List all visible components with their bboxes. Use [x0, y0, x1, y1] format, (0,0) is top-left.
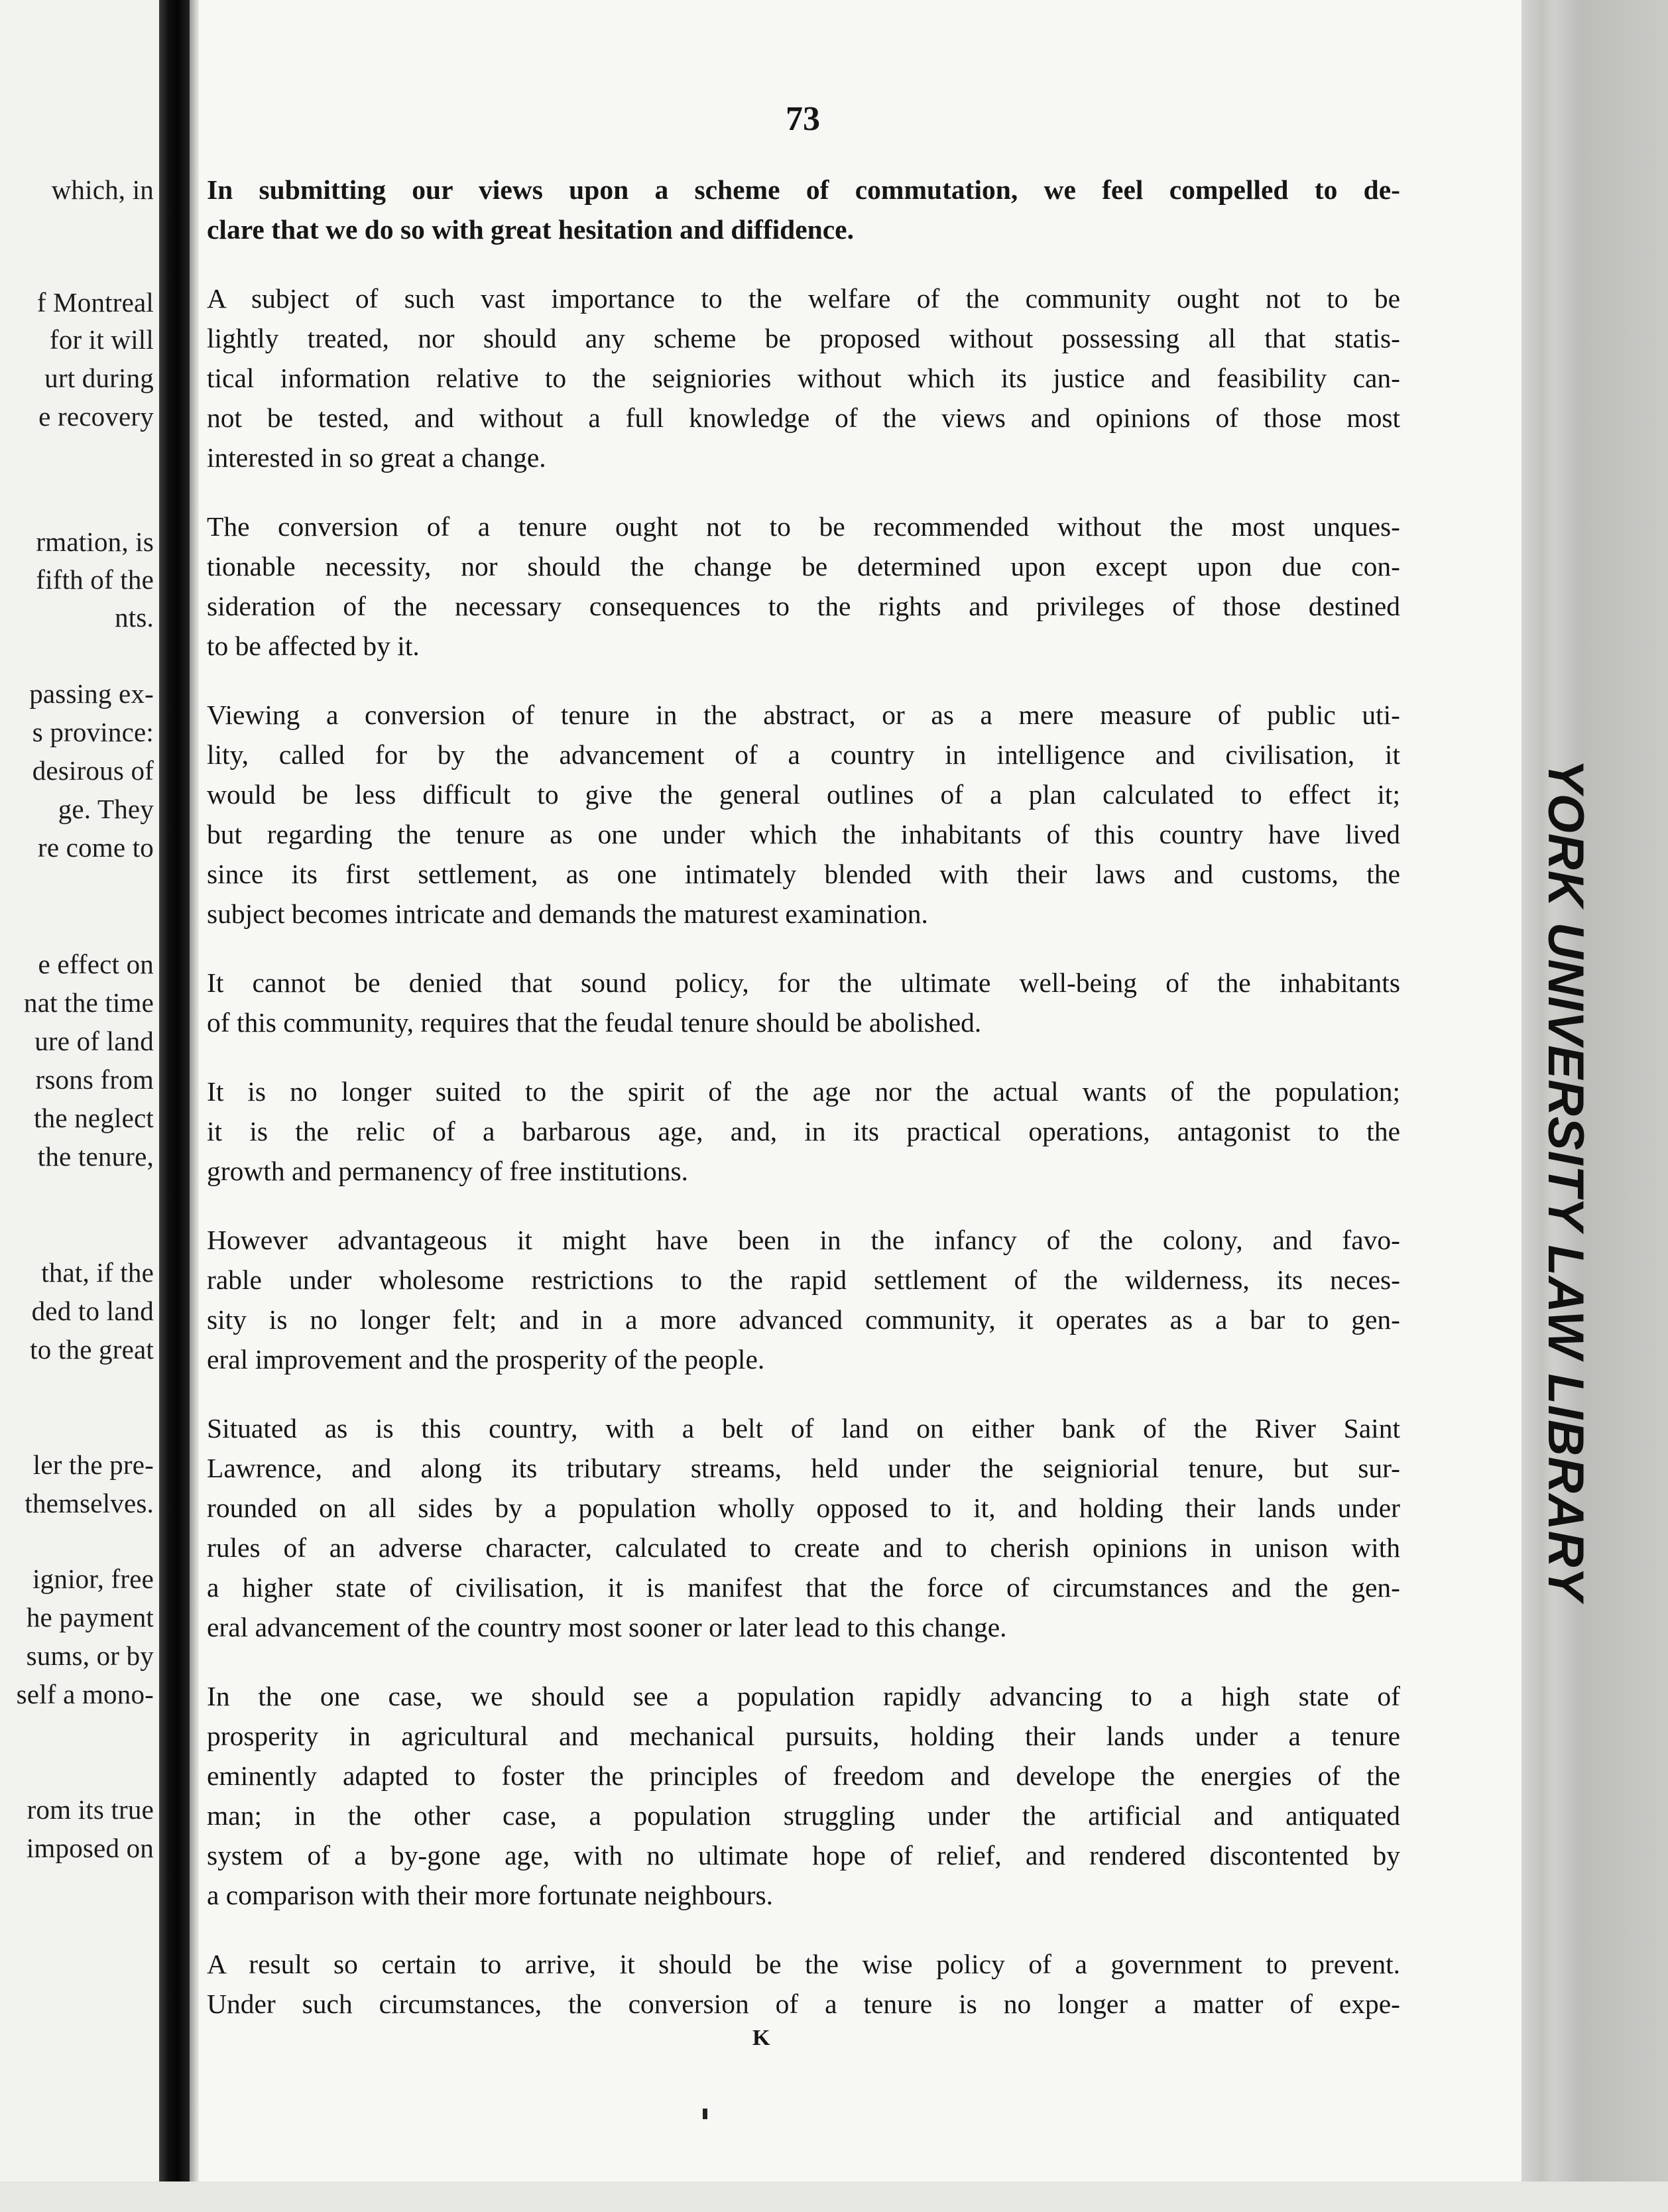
facing-page-line: ded to land [31, 1296, 154, 1326]
text-line: interested in so great a change. [207, 442, 546, 473]
text-line: eral improvement and the prosperity of the people. [207, 1344, 765, 1375]
text-line: The conversion of a tenure ought not to be recommended without the most unques- [207, 511, 1400, 542]
text-line: In the one case, we should see a population rapidly advancing to a high state of [207, 1681, 1400, 1711]
facing-page-line: desirous of [32, 755, 154, 786]
ink-dot [703, 2109, 707, 2119]
paragraph [207, 1220, 1400, 1379]
text-line: It is no longer suited to the spirit of the age nor the actual wants of the population; [207, 1076, 1400, 1107]
facing-page-line: themselves. [25, 1488, 154, 1518]
text-line: not be tested, and without a full knowledge of the views and opinions of those most [207, 402, 1400, 433]
text-line: eminently adapted to foster the principles of freedom and develope the energies of the [207, 1760, 1400, 1791]
facing-page-line: that, if the [41, 1257, 154, 1288]
text-line: sity is no longer felt; and in a more advanced community, it operates as a bar to gen- [207, 1304, 1400, 1335]
paragraph [207, 1676, 1400, 1915]
facing-page-line: self a mono- [16, 1679, 154, 1709]
text-line: clare that we do so with great hesitation and diffidence. [207, 214, 854, 245]
text-line: rable under wholesome restrictions to the rapid settlement of the wilderness, its neces- [207, 1264, 1400, 1295]
text-line: It cannot be denied that sound policy, for the ultimate well-being of the inhabitants [207, 967, 1400, 998]
text-line: eral advancement of the country most sooner or later lead to this change. [207, 1612, 1007, 1642]
scan-bottom-edge [0, 2181, 1668, 2212]
facing-page-line: rmation, is [36, 526, 154, 557]
text-line: rules of an adverse character, calculated to create and to cherish opinions in unison with [207, 1532, 1400, 1563]
facing-page-line: which, in [51, 174, 154, 205]
facing-page-line: the tenure, [37, 1141, 154, 1172]
page-number: 73 [786, 100, 820, 138]
facing-page-line: rom its true [27, 1794, 154, 1825]
text-line: prosperity in agricultural and mechanical pursuits, holding their lands under a tenure [207, 1721, 1400, 1751]
facing-page-line: re come to [37, 832, 154, 863]
facing-page-line: for it will [49, 324, 154, 355]
text-line: a comparison with their more fortunate neighbours. [207, 1880, 773, 1910]
text-line: it is the relic of a barbarous age, and, in its practical operations, antagonist to the [207, 1116, 1400, 1146]
text-line: to be affected by it. [207, 631, 420, 661]
facing-page-line: e effect on [38, 949, 154, 979]
facing-page-line: f Montreal [36, 287, 154, 318]
gutter-edge [190, 0, 199, 2212]
facing-page-line: urt during [44, 363, 154, 393]
text-line: a higher state of civilisation, it is manifest that the force of circumstances and the gen- [207, 1572, 1400, 1603]
facing-page-line: passing ex- [29, 678, 154, 709]
text-line: system of a by-gone age, with no ultimate hope of relief, and rendered discontented by [207, 1840, 1400, 1871]
text-line: but regarding the tenure as one under which the inhabitants of this country have lived [207, 819, 1400, 849]
text-line: man; in the other case, a population struggling under the artificial and antiquated [207, 1800, 1400, 1831]
text-line: sideration of the necessary consequences to the rights and privileges of those destined [207, 591, 1400, 621]
facing-page-line: nat the time [24, 987, 154, 1018]
text-line: tical information relative to the seigniories without which its justice and feasibility can- [207, 363, 1400, 393]
facing-page-line: s province: [32, 717, 154, 747]
text-line: A subject of such vast importance to the welfare of the community ought not to be [207, 283, 1400, 314]
book-spine-shadow [159, 0, 190, 2212]
facing-page-line: ge. They [58, 794, 154, 824]
facing-page-line: ure of land [34, 1026, 154, 1056]
body-text [207, 170, 1400, 2053]
paragraph [207, 963, 1400, 1042]
paragraph [207, 1408, 1400, 1647]
facing-page-line: nts. [115, 602, 154, 633]
text-line: However advantageous it might have been in the infancy of the colony, and favo- [207, 1225, 1400, 1255]
paragraph [207, 278, 1400, 477]
text-line: since its first settlement, as one intimately blended with their laws and customs, the [207, 859, 1400, 889]
paragraph [207, 1944, 1400, 2024]
paragraph [207, 507, 1400, 666]
text-line: Lawrence, and along its tributary streams, held under the seigniorial tenure, but sur- [207, 1453, 1400, 1483]
text-line: lightly treated, nor should any scheme be proposed without possessing all that statis- [207, 323, 1400, 353]
facing-page-line: e recovery [38, 401, 154, 432]
text-line: would be less difficult to give the general outlines of a plan calculated to effect it; [207, 779, 1400, 810]
facing-page-line: fifth of the [36, 564, 154, 595]
facing-page-fragment [0, 0, 159, 2212]
facing-page-line: ignior, free [32, 1564, 154, 1594]
text-line: In submitting our views upon a scheme of commutation, we feel compelled to de- [207, 174, 1400, 205]
paragraph [207, 695, 1400, 934]
text-line: Under such circumstances, the conversion of a tenure is no longer a matter of expe- [207, 1989, 1400, 2019]
facing-page-line: rsons from [35, 1064, 154, 1095]
text-line: tionable necessity, nor should the change be determined upon except upon due con- [207, 551, 1400, 582]
text-line: Viewing a conversion of tenure in the abstract, or as a mere measure of public uti- [207, 700, 1400, 730]
facing-page-line: ler the pre- [32, 1449, 154, 1480]
facing-page-line: he payment [26, 1602, 154, 1632]
text-line: of this community, requires that the feudal tenure should be abolished. [207, 1007, 982, 1038]
text-line: A result so certain to arrive, it should be the wise policy of a government to prevent. [207, 1949, 1400, 1979]
paragraph [207, 170, 1400, 249]
facing-page-line: to the great [30, 1334, 154, 1365]
text-line: rounded on all sides by a population wholly opposed to it, and holding their lands under [207, 1493, 1400, 1523]
facing-page-line: the neglect [34, 1103, 154, 1133]
facing-page-line: imposed on [26, 1833, 154, 1863]
text-line: Situated as is this country, with a belt of land on either bank of the River Saint [207, 1413, 1400, 1444]
signature-mark: K [752, 2026, 770, 2050]
text-line: lity, called for by the advancement of a country in intelligence and civilisation, it [207, 739, 1400, 770]
facing-page-line: sums, or by [26, 1640, 154, 1671]
paragraph [207, 1072, 1400, 1191]
text-line: subject becomes intricate and demands the maturest examination. [207, 898, 928, 929]
library-stamp: YORK UNIVERSITY LAW LIBRARY [1537, 759, 1594, 1601]
text-line: growth and permanency of free institutions. [207, 1156, 689, 1186]
